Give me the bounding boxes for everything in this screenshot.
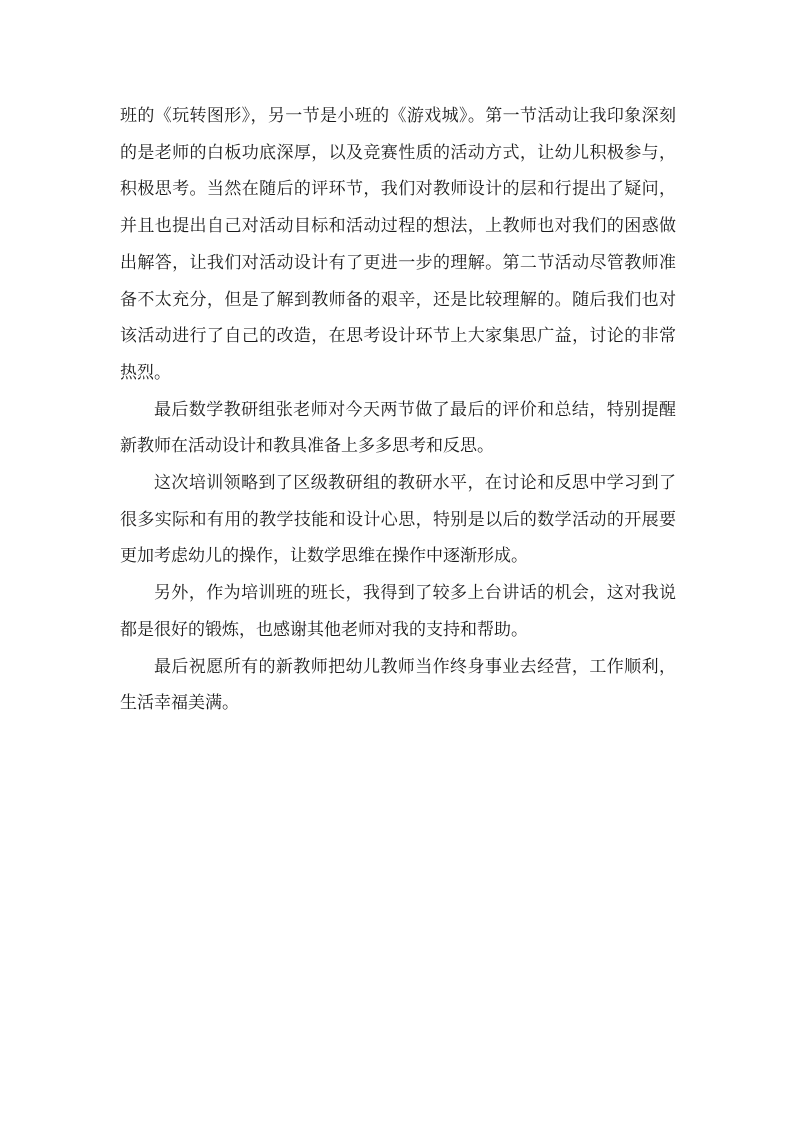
document-body [120, 98, 676, 722]
paragraph-1: 班的《玩转图形》，另一节是小班的《游戏城》。第一节活动让我印象深刻的是老师的白板功底深厚，以及竞赛性质的活动方式，让幼儿积极参与，积极思考。当然在随后的评环节，我们对教师设计的层和行提出了疑问，并且也提出自己对活动目标和活动过程的想法，上教师也对我们的困惑做出解答，让我们对活动设计有了更进一步的理解。第二节活动尽管教师准备不太充分，但是了解到教师备的艰辛，还是比较理解的。随后我们也对该活动进行了自己的改造，在思考设计环节上大家集思广益，讨论的非常热烈。 [120, 106, 676, 383]
paragraph-5: 最后祝愿所有的新教师把幼儿教师当作终身事业去经营，工作顺利，生活幸福美满。 [120, 656, 676, 714]
paragraph-4: 另外，作为培训班的班长，我得到了较多上台讲话的机会，这对我说都是很好的锻炼，也感谢其他老师对我的支持和帮助。 [120, 583, 676, 640]
paragraph-3: 这次培训领略到了区级教研组的教研水平，在讨论和反思中学习到了很多实际和有用的教学技能和设计心思，特别是以后的数学活动的开展要更加考虑幼儿的操作，让数学思维在操作中逐渐形成。 [120, 473, 676, 567]
paragraph-2: 最后数学教研组张老师对今天两节做了最后的评价和总结，特别提醒新教师在活动设计和教具准备上多多思考和反思。 [120, 399, 676, 457]
